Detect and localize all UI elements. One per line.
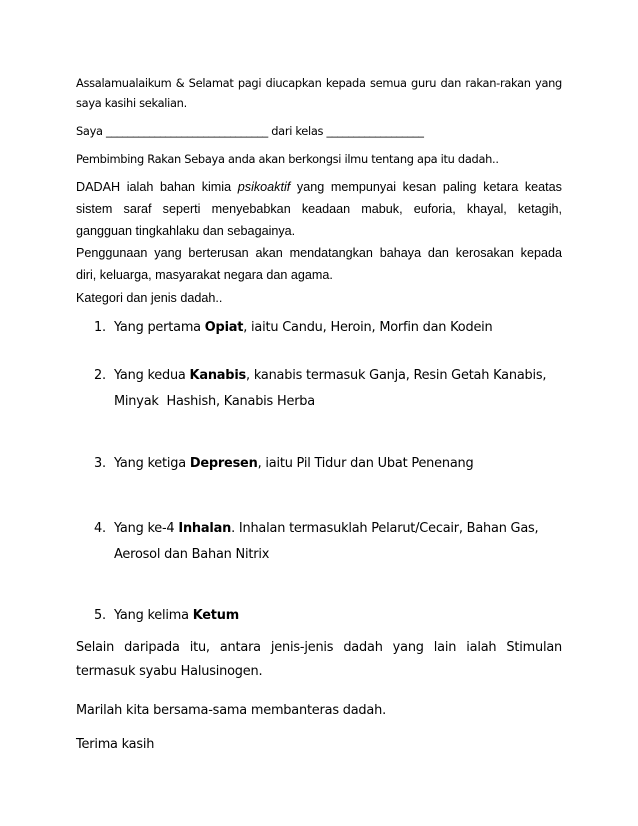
list-number: 2. [94,368,106,383]
pembimbing-line [76,149,562,169]
definition-line-3: gangguan tingkahlaku dan sebagainya. [76,224,296,238]
list-number: 3. [94,456,106,471]
list-item-pre: Yang ke-4 [114,521,179,536]
list-item [94,364,574,414]
marilah-text: Marilah kita bersama-sama membanteras dadah. [76,703,386,718]
list-item [94,604,574,628]
drug-category-ketum: Ketum [192,608,239,623]
definition-line-5: diri, keluarga, masyarakat negara dan agama. [76,268,333,282]
list-item-post: , iaitu Candu, Heroin, Morfin dan Kodein [243,320,493,335]
drug-category-opiat: Opiat [204,320,244,335]
selain-paragraph [76,636,562,684]
saya-text: Saya ______________________________ dari kelas __________________ [76,124,424,138]
kategori-heading [76,287,562,309]
list-item-text [114,320,493,335]
greeting-paragraph [76,73,562,113]
list-item-post: , iaitu Pil Tidur dan Ubat Penenang [257,456,474,471]
selain-line-2: termasuk syabu Halusinogen. [76,664,263,679]
definition-line-1-start: DADAH ialah bahan kimia [76,180,238,194]
drug-category-inhalan: Inhalan [178,521,232,536]
definition-paragraph [76,176,562,286]
list-item [94,316,574,340]
definition-line-1 [76,176,562,198]
kategori-heading-text: Kategori dan jenis dadah.. [76,291,223,305]
list-item-pre: Yang pertama [114,320,205,335]
list-item-pre: Yang kelima [114,608,193,623]
saya-blank-line [76,121,562,141]
psikoaktif-term: psikoaktif [237,180,291,194]
list-number: 1. [94,320,106,335]
list-item-text [114,368,546,383]
list-item [94,452,574,476]
list-number: 4. [94,521,106,536]
list-item-pre: Yang kedua [114,368,190,383]
terima-kasih-line [76,733,562,757]
list-number: 5. [94,608,106,623]
list-item-continuation: Minyak Hashish, Kanabis Herba [114,394,315,409]
list-item-post: , kanabis termasuk Ganja, Resin Getah Kanabis, [246,368,547,383]
marilah-line [76,699,562,723]
drug-category-depresen: Depresen [189,456,258,471]
definition-line-4: Penggunaan yang berterusan akan mendatangkan bahaya dan kerosakan kepada [76,246,562,260]
list-item-pre: Yang ketiga [114,456,190,471]
selain-line-1: Selain daripada itu, antara jenis-jenis dadah yang lain ialah Stimulan [76,640,562,655]
list-item-continuation: Aerosol dan Bahan Nitrix [114,547,270,562]
list-item-text [114,521,538,536]
terima-kasih-text: Terima kasih [76,737,155,752]
pembimbing-text: Pembimbing Rakan Sebaya anda akan berkongsi ilmu tentang apa itu dadah.. [76,152,499,166]
list-item-text [114,456,474,471]
greeting-line-2: saya kasihi sekalian. [76,96,187,110]
list-item-text [114,608,239,623]
list-item-post: . Inhalan termasuklah Pelarut/Cecair, Bahan Gas, [231,521,539,536]
greeting-line-1: Assalamualaikum & Selamat pagi diucapkan kepada semua guru dan rakan-rakan yang [76,76,562,90]
drug-category-kanabis: Kanabis [189,368,247,383]
list-item [94,517,574,567]
definition-line-1-end: yang mempunyai kesan paling ketara keatas [290,180,562,194]
definition-line-2: sistem saraf seperti menyebabkan keadaan mabuk, euforia, khayal, ketagih, [76,202,562,216]
